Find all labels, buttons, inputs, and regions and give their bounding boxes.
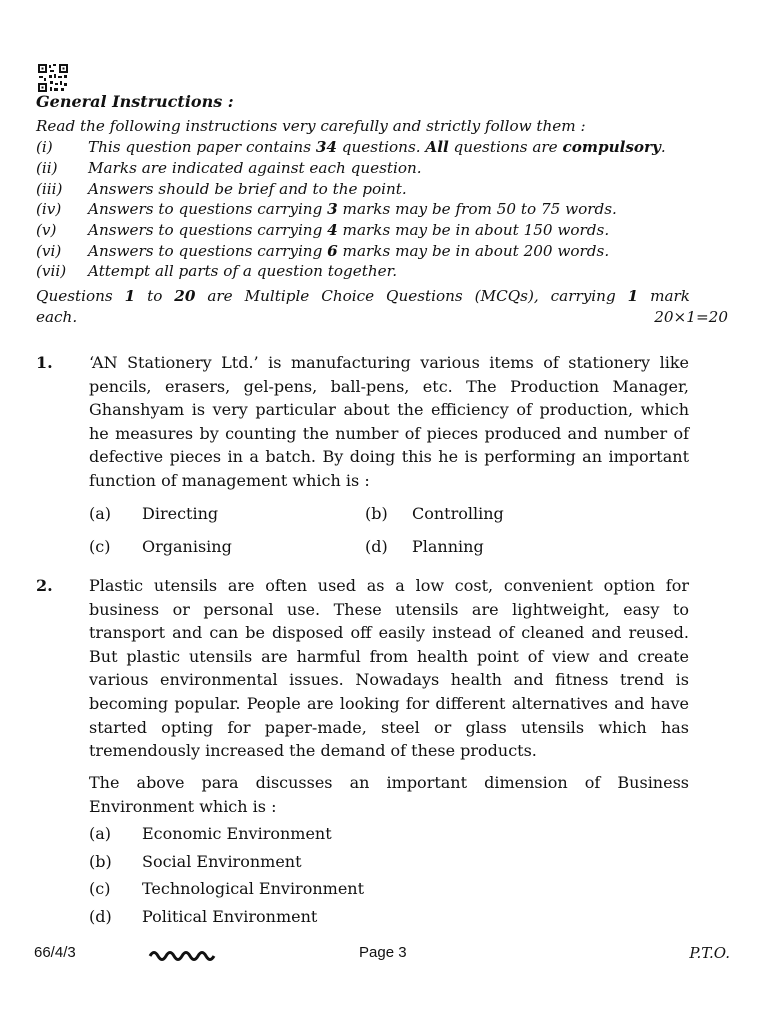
section-marks: 20×1=20 xyxy=(654,308,728,326)
tilde-ornament-icon xyxy=(148,944,216,964)
question-number: 1. xyxy=(36,353,53,372)
instruction-item: (iii) Answers should be brief and to the point. xyxy=(36,180,407,198)
option-item[interactable]: (c) Technological Environment xyxy=(89,879,365,898)
question-prompt: The above para discusses an important dimension of Business Environment which is : xyxy=(89,773,689,816)
instruction-item: (iv) Answers to questions carrying 3 marks may be from 50 to 75 words. xyxy=(36,200,617,218)
option-item[interactable]: (b) Controlling xyxy=(365,504,504,523)
mcq-note-end: each. xyxy=(36,308,78,326)
instruction-number: (vii) xyxy=(36,262,67,280)
instruction-item: (vi) Answers to questions carrying 6 marks may be in about 200 words. xyxy=(36,242,610,260)
instruction-number: (v) xyxy=(36,221,57,239)
qr-code-icon xyxy=(38,64,68,92)
instruction-item: (v) Answers to questions carrying 4 marks may be in about 150 words. xyxy=(36,221,610,239)
instruction-number: (ii) xyxy=(36,159,58,177)
option-item[interactable]: (a) Economic Environment xyxy=(89,824,332,843)
paper-code: 66/4/3 xyxy=(34,944,76,961)
page-number: Page 3 xyxy=(359,944,407,961)
question-text: Plastic utensils are often used as a low cost, convenient option for business or personal use. These utensils are lightweight, easy to transport and can be disposed off easily instead of cleaned and reused. But plastic utensils are harmful from health point of view and create various environmental issues. Nowadays health and fitness trend is becoming popular. People are looking for different alternatives and have started opting for paper-made, steel or glass utensils which has tremendously increased the demand of these products. xyxy=(89,576,689,761)
instruction-item: (i) This question paper contains 34 questions. All questions are compulsory. xyxy=(36,138,666,156)
pto-label: P.T.O. xyxy=(689,944,730,962)
instruction-number: (vi) xyxy=(36,242,62,260)
instruction-item: (ii) Marks are indicated against each question. xyxy=(36,159,422,177)
question-number: 2. xyxy=(36,576,53,595)
general-instructions-title: General Instructions : xyxy=(36,92,234,111)
instructions-intro: Read the following instructions very carefully and strictly follow them : xyxy=(36,117,586,135)
option-item[interactable]: (d) Political Environment xyxy=(89,907,318,926)
instruction-number: (iii) xyxy=(36,180,63,198)
instruction-number: (iv) xyxy=(36,200,62,218)
question-text: ‘AN Stationery Ltd.’ is manufacturing various items of stationery like pencils, erasers, gel-pens, ball-pens, etc. The Production Manager, Ghanshyam is very particular about the efficiency of production, which he measures by counting the number of pieces produced and number of defective pieces in a batch. By doing this he is performing an important function of management which is : xyxy=(89,353,689,490)
option-item[interactable]: (c) Organising xyxy=(89,537,232,556)
option-item[interactable]: (b) Social Environment xyxy=(89,852,302,871)
option-item[interactable]: (a) Directing xyxy=(89,504,219,523)
instruction-number: (i) xyxy=(36,138,53,156)
instruction-item: (vii) Attempt all parts of a question together. xyxy=(36,262,398,280)
option-item[interactable]: (d) Planning xyxy=(365,537,484,556)
mcq-note: Questions 1 to 20 are Multiple Choice Questions (MCQs), carrying 1 mark xyxy=(36,287,691,305)
